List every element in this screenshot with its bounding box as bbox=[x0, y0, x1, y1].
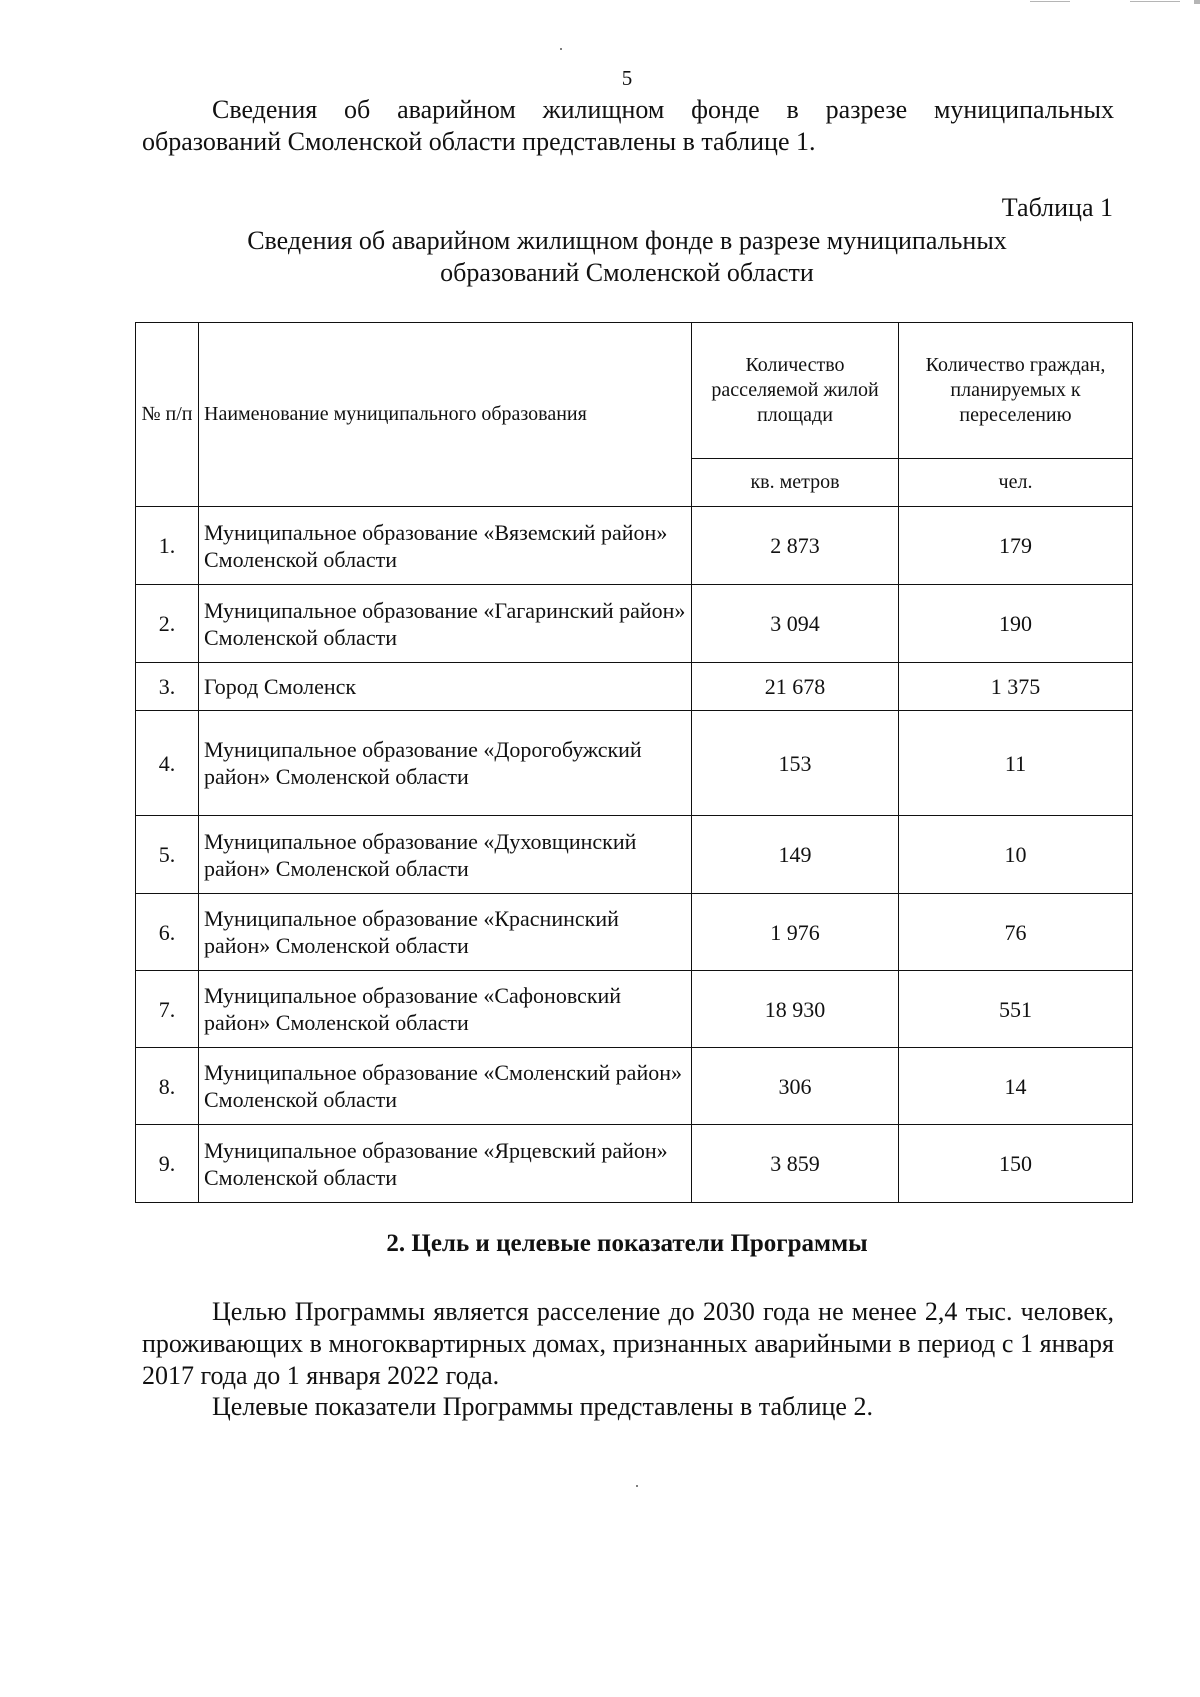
row-num: 2. bbox=[136, 585, 199, 663]
row-area: 3 094 bbox=[692, 585, 899, 663]
row-people: 150 bbox=[899, 1125, 1133, 1203]
scan-edge-marks bbox=[980, 0, 1200, 4]
row-area: 153 bbox=[692, 711, 899, 816]
row-name: Муниципальное образование «Дорогобужский район» Смоленской области bbox=[199, 711, 692, 816]
row-num: 1. bbox=[136, 507, 199, 585]
row-area: 21 678 bbox=[692, 663, 899, 711]
row-people: 76 bbox=[899, 894, 1133, 971]
row-num: 7. bbox=[136, 971, 199, 1048]
row-name: Муниципальное образование «Сафоновский район» Смоленской области bbox=[199, 971, 692, 1048]
table-header-row bbox=[136, 323, 1133, 459]
table-row bbox=[136, 507, 1133, 585]
table-row bbox=[136, 711, 1133, 816]
targets-paragraph: Целевые показатели Программы представлены в таблице 2. bbox=[212, 1392, 873, 1421]
header-people: Количество граждан, планируемых к переселению bbox=[899, 323, 1133, 459]
row-people: 11 bbox=[899, 711, 1133, 816]
row-name: Муниципальное образование «Гагаринский район» Смоленской области bbox=[199, 585, 692, 663]
table-row bbox=[136, 816, 1133, 894]
row-num: 8. bbox=[136, 1048, 199, 1125]
goal-paragraph: Целью Программы является расселение до 2030 года не менее 2,4 тыс. человек, проживающих в многоквартирных домах, признанных аварийными в период с 1 января 2017 года до 1 января 2022 года. bbox=[142, 1297, 1114, 1390]
table-row bbox=[136, 663, 1133, 711]
header-area: Количество расселяемой жилой площади bbox=[692, 323, 899, 459]
row-area: 149 bbox=[692, 816, 899, 894]
row-area: 3 859 bbox=[692, 1125, 899, 1203]
scan-speck bbox=[560, 48, 562, 50]
row-name: Муниципальное образование «Смоленский район» Смоленской области bbox=[199, 1048, 692, 1125]
row-people: 179 bbox=[899, 507, 1133, 585]
row-num: 6. bbox=[136, 894, 199, 971]
scan-speck bbox=[636, 1485, 638, 1487]
intro-paragraph: Сведения об аварийном жилищном фонде в разрезе муниципальных образований Смоленской области представлены в таблице 1. bbox=[142, 95, 1114, 156]
row-num: 3. bbox=[136, 663, 199, 711]
row-people: 10 bbox=[899, 816, 1133, 894]
table-row bbox=[136, 971, 1133, 1048]
row-name: Муниципальное образование «Духовщинский район» Смоленской области bbox=[199, 816, 692, 894]
row-people: 190 bbox=[899, 585, 1133, 663]
table-row bbox=[136, 1125, 1133, 1203]
row-area: 18 930 bbox=[692, 971, 899, 1048]
table-row bbox=[136, 585, 1133, 663]
header-num: № п/п bbox=[136, 323, 199, 507]
row-num: 9. bbox=[136, 1125, 199, 1203]
section-heading: 2. Цель и целевые показатели Программы bbox=[386, 1230, 868, 1257]
row-people: 14 bbox=[899, 1048, 1133, 1125]
header-name: Наименование муниципального образования bbox=[199, 323, 692, 507]
row-name: Муниципальное образование «Краснинский район» Смоленской области bbox=[199, 894, 692, 971]
row-area: 1 976 bbox=[692, 894, 899, 971]
row-name: Муниципальное образование «Ярцевский район» Смоленской области bbox=[199, 1125, 692, 1203]
row-name: Город Смоленск bbox=[199, 663, 692, 711]
table-row bbox=[136, 1048, 1133, 1125]
row-name: Муниципальное образование «Вяземский район» Смоленской области bbox=[199, 507, 692, 585]
table-title-line-2: образований Смоленской области bbox=[440, 258, 814, 287]
row-num: 4. bbox=[136, 711, 199, 816]
table-title-line-1: Сведения об аварийном жилищном фонде в разрезе муниципальных bbox=[247, 226, 1007, 255]
row-area: 306 bbox=[692, 1048, 899, 1125]
header-area-unit: кв. метров bbox=[692, 459, 899, 507]
row-people: 551 bbox=[899, 971, 1133, 1048]
row-num: 5. bbox=[136, 816, 199, 894]
page-number: 5 bbox=[621, 66, 633, 90]
header-people-unit: чел. bbox=[899, 459, 1133, 507]
row-area: 2 873 bbox=[692, 507, 899, 585]
table-caption: Таблица 1 bbox=[1001, 193, 1113, 222]
housing-fund-table bbox=[135, 322, 1133, 1203]
table-title bbox=[0, 225, 1200, 289]
row-people: 1 375 bbox=[899, 663, 1133, 711]
table-row bbox=[136, 894, 1133, 971]
